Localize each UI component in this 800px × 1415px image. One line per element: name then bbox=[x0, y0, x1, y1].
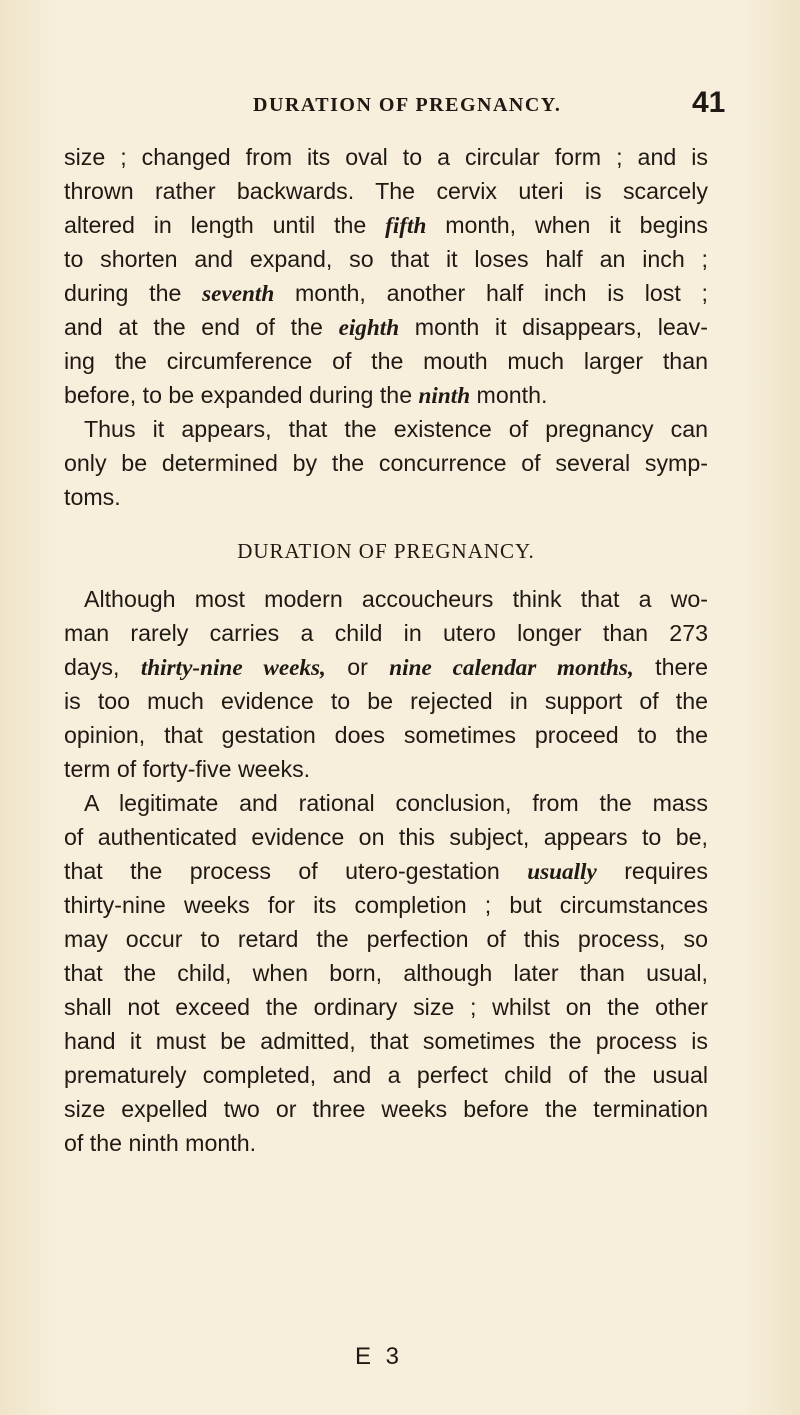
emphasized-text: seventh bbox=[202, 281, 275, 307]
text-run: there bbox=[633, 654, 709, 680]
text-line bbox=[64, 956, 708, 990]
text-line bbox=[64, 1092, 708, 1126]
text-line bbox=[64, 344, 708, 378]
body-text bbox=[64, 140, 708, 1160]
text-run: altered in length until the bbox=[64, 212, 386, 238]
text-run: toms. bbox=[64, 484, 121, 510]
text-line bbox=[64, 684, 708, 718]
paragraph-3 bbox=[64, 582, 708, 786]
paragraph-1 bbox=[64, 140, 708, 412]
text-run: term of forty-five weeks. bbox=[64, 756, 311, 782]
text-line bbox=[64, 480, 708, 514]
text-run: size ; changed from its oval to a circular form ; and is bbox=[64, 144, 708, 170]
text-line bbox=[64, 1126, 708, 1160]
text-run: Thus it appears, that the existence of pregnancy can bbox=[84, 416, 708, 442]
text-run: man rarely carries a child in utero longer than 273 bbox=[64, 620, 708, 646]
emphasized-text: thirty-nine weeks, bbox=[140, 655, 326, 681]
text-line bbox=[64, 990, 708, 1024]
paragraph-4 bbox=[64, 786, 708, 1160]
text-run: thirty-nine weeks for its completion ; but circumstances bbox=[64, 892, 708, 918]
text-line bbox=[64, 752, 708, 786]
text-line bbox=[64, 208, 708, 242]
text-line bbox=[64, 242, 708, 276]
text-line bbox=[64, 1024, 708, 1058]
text-line bbox=[64, 140, 708, 174]
text-line bbox=[64, 1058, 708, 1092]
emphasized-text: nine calendar months, bbox=[389, 655, 634, 681]
text-run: shall not exceed the ordinary size ; whilst on the other bbox=[64, 994, 708, 1020]
text-line bbox=[64, 310, 708, 344]
running-head bbox=[0, 86, 800, 126]
text-run: to shorten and expand, so that it loses half an inch ; bbox=[64, 246, 708, 272]
text-run: prematurely completed, and a perfect child of the usual bbox=[64, 1062, 708, 1088]
text-run: opinion, that gestation does sometimes proceed to the bbox=[64, 722, 708, 748]
text-run: during the bbox=[64, 280, 203, 306]
text-line bbox=[64, 616, 708, 650]
emphasized-text: fifth bbox=[385, 213, 427, 239]
text-run: month, another half inch is lost ; bbox=[274, 280, 708, 306]
text-run: or bbox=[325, 654, 390, 680]
text-run: requires bbox=[596, 858, 708, 884]
text-run: is too much evidence to be rejected in support of the bbox=[64, 688, 708, 714]
text-run: may occur to retard the perfection of this process, so bbox=[64, 926, 708, 952]
text-line bbox=[64, 854, 708, 888]
text-run: ing the circumference of the mouth much larger than bbox=[64, 348, 708, 374]
text-run: of authenticated evidence on this subject, appears to be, bbox=[64, 824, 708, 850]
text-line bbox=[64, 650, 708, 684]
text-run: and at the end of the bbox=[64, 314, 339, 340]
signature-mark: E 3 bbox=[355, 1343, 404, 1370]
text-line bbox=[64, 276, 708, 310]
text-run: month it disappears, leav- bbox=[399, 314, 708, 340]
text-run: that the process of utero-gestation bbox=[64, 858, 528, 884]
page-number: 41 bbox=[692, 86, 726, 119]
text-line bbox=[64, 820, 708, 854]
text-line bbox=[64, 412, 708, 446]
text-run: of the ninth month. bbox=[64, 1130, 257, 1156]
text-run: thrown rather backwards. The cervix uteri is scarcely bbox=[64, 178, 708, 204]
text-line bbox=[64, 582, 708, 616]
section-heading: DURATION OF PREGNANCY. bbox=[237, 539, 535, 563]
emphasized-text: eighth bbox=[338, 315, 400, 341]
text-line bbox=[64, 378, 708, 412]
text-run: hand it must be admitted, that sometimes the process is bbox=[64, 1028, 708, 1054]
text-run: Although most modern accoucheurs think that a wo- bbox=[84, 586, 708, 612]
text-run: days, bbox=[64, 654, 141, 680]
running-title: DURATION OF PREGNANCY. bbox=[253, 94, 562, 116]
paragraph-2 bbox=[64, 412, 708, 514]
text-run: size expelled two or three weeks before the termination bbox=[64, 1096, 708, 1122]
text-run: month, when it begins bbox=[426, 212, 709, 238]
text-run: month. bbox=[470, 382, 548, 408]
text-line bbox=[64, 718, 708, 752]
text-run: that the child, when born, although later than usual, bbox=[64, 960, 708, 986]
text-line bbox=[64, 922, 708, 956]
text-line bbox=[64, 446, 708, 480]
emphasized-text: ninth bbox=[418, 383, 471, 409]
text-run: before, to be expanded during the bbox=[64, 382, 419, 408]
text-line bbox=[64, 174, 708, 208]
text-line bbox=[64, 786, 708, 820]
emphasized-text: usually bbox=[527, 859, 597, 885]
text-run: only be determined by the concurrence of several symp- bbox=[64, 450, 708, 476]
text-line bbox=[64, 888, 708, 922]
text-run: A legitimate and rational conclusion, from the mass bbox=[84, 790, 708, 816]
